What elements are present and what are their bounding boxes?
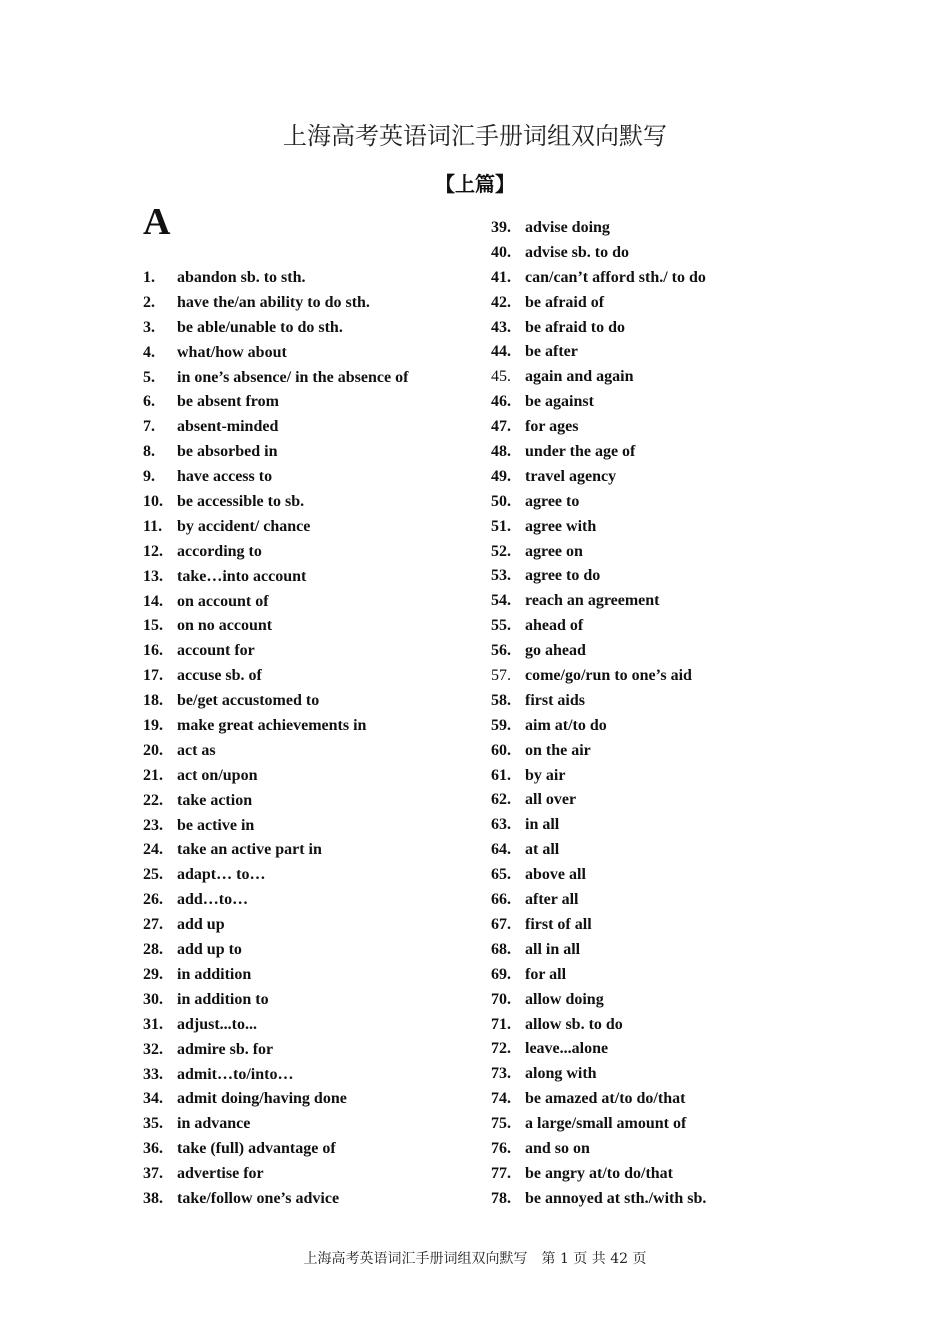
phrase-number: 53. — [491, 567, 511, 585]
phrase-number: 36. — [143, 1140, 163, 1158]
phrase-item — [143, 863, 473, 888]
phrase-item — [143, 913, 473, 938]
phrase-item — [491, 589, 831, 614]
phrase-item — [143, 490, 473, 515]
phrase-number: 23. — [143, 816, 163, 834]
phrase-text: admit…to/into… — [177, 1065, 294, 1083]
phrase-item — [143, 814, 473, 839]
phrase-item — [491, 415, 831, 440]
phrase-item — [143, 341, 473, 366]
phrase-text: take an active part in — [177, 841, 322, 859]
phrase-number: 34. — [143, 1090, 163, 1108]
phrase-text: a large/small amount of — [525, 1115, 687, 1133]
phrase-number: 66. — [491, 891, 511, 909]
phrase-text: agree with — [525, 517, 597, 535]
phrase-item — [143, 1087, 473, 1112]
phrase-number: 72. — [491, 1040, 511, 1058]
phrase-text: allow sb. to do — [525, 1015, 623, 1033]
phrase-item — [491, 365, 831, 390]
phrase-item — [491, 1087, 831, 1112]
phrase-number: 52. — [491, 542, 511, 560]
phrase-item — [491, 1187, 831, 1212]
phrase-text: for ages — [525, 418, 579, 436]
phrase-item — [491, 664, 831, 689]
phrase-item — [491, 465, 831, 490]
phrase-item — [143, 440, 473, 465]
phrase-text: make great achievements in — [177, 717, 367, 735]
phrase-text: be active in — [177, 816, 255, 834]
phrase-number: 22. — [143, 791, 163, 809]
phrase-number: 73. — [491, 1065, 511, 1083]
page-title: 上海高考英语词汇手册词组双向默写 — [283, 122, 667, 150]
phrase-number: 19. — [143, 717, 163, 735]
phrase-number: 57. — [491, 667, 511, 685]
phrase-text: be absent from — [177, 393, 279, 411]
phrase-number: 56. — [491, 642, 511, 660]
phrase-item — [491, 739, 831, 764]
phrase-item — [143, 1162, 473, 1187]
phrase-number: 6. — [143, 393, 155, 411]
phrase-text: be angry at/to do/that — [525, 1164, 673, 1182]
phrase-text: admire sb. for — [177, 1040, 274, 1058]
phrase-number: 17. — [143, 667, 163, 685]
phrase-number: 8. — [143, 443, 155, 461]
phrase-item — [143, 1013, 473, 1038]
phrase-item — [491, 988, 831, 1013]
phrase-text: act as — [177, 741, 216, 759]
phrase-number: 67. — [491, 915, 511, 933]
phrase-number: 20. — [143, 741, 163, 759]
phrase-text: agree to — [525, 492, 580, 510]
phrase-number: 33. — [143, 1065, 163, 1083]
phrase-number: 28. — [143, 941, 163, 959]
phrase-number: 12. — [143, 542, 163, 560]
phrase-text: advertise for — [177, 1165, 264, 1183]
phrase-item — [143, 415, 473, 440]
phrase-item — [491, 1037, 831, 1062]
right-phrase-column — [491, 216, 831, 1212]
phrase-item — [491, 316, 831, 341]
phrase-text: be absorbed in — [177, 443, 278, 461]
phrase-item — [491, 639, 831, 664]
phrase-item — [491, 1112, 831, 1137]
phrase-item — [143, 963, 473, 988]
phrase-item — [491, 764, 831, 789]
phrase-text: again and again — [525, 368, 634, 386]
phrase-number: 44. — [491, 343, 511, 361]
phrase-text: be annoyed at sth./with sb. — [525, 1189, 707, 1207]
phrase-number: 55. — [491, 617, 511, 635]
phrase-number: 5. — [143, 368, 155, 386]
phrase-number: 43. — [491, 318, 511, 336]
phrase-item — [143, 1038, 473, 1063]
phrase-text: aim at/to do — [525, 716, 607, 734]
section-letter: A — [143, 201, 171, 243]
phrase-text: by air — [525, 766, 566, 784]
phrase-text: according to — [177, 542, 262, 560]
phrase-number: 32. — [143, 1040, 163, 1058]
phrase-item — [143, 266, 473, 291]
phrase-text: add…to… — [177, 891, 249, 909]
phrase-item — [491, 540, 831, 565]
phrase-number: 39. — [491, 219, 511, 236]
phrase-item — [491, 390, 831, 415]
phrase-text: in addition to — [177, 990, 269, 1008]
phrase-number: 74. — [491, 1090, 511, 1108]
phrase-number: 51. — [491, 517, 511, 535]
phrase-number: 76. — [491, 1139, 511, 1157]
phrase-number: 69. — [491, 965, 511, 983]
phrase-text: above all — [525, 866, 586, 884]
phrase-text: be accessible to sb. — [177, 493, 305, 511]
phrase-item — [143, 838, 473, 863]
phrase-number: 63. — [491, 816, 511, 834]
phrase-item — [491, 1013, 831, 1038]
phrase-item — [143, 764, 473, 789]
phrase-item — [143, 714, 473, 739]
phrase-text: abandon sb. to sth. — [177, 269, 306, 286]
phrase-item — [491, 266, 831, 291]
phrase-number: 62. — [491, 791, 511, 809]
phrase-item — [143, 888, 473, 913]
phrase-item — [143, 639, 473, 664]
phrase-text: adapt… to… — [177, 866, 266, 884]
phrase-text: be afraid to do — [525, 318, 625, 336]
phrase-text: add up to — [177, 941, 242, 959]
phrase-text: be/get accustomed to — [177, 692, 320, 710]
phrase-text: take/follow one’s advice — [177, 1189, 340, 1207]
phrase-text: what/how about — [177, 343, 287, 361]
phrase-number: 48. — [491, 443, 511, 461]
phrase-item — [143, 664, 473, 689]
phrase-text: have access to — [177, 468, 273, 486]
phrase-number: 31. — [143, 1015, 163, 1033]
phrase-text: be afraid of — [525, 293, 605, 311]
phrase-text: after all — [525, 891, 579, 909]
phrase-number: 38. — [143, 1189, 163, 1207]
phrase-number: 68. — [491, 940, 511, 958]
phrase-item — [491, 913, 831, 938]
phrase-item — [491, 490, 831, 515]
phrase-number: 41. — [491, 268, 511, 286]
phrase-number: 14. — [143, 592, 163, 610]
phrase-number: 2. — [143, 293, 155, 311]
phrase-text: be against — [525, 393, 594, 411]
phrase-text: have the/an ability to do sth. — [177, 293, 370, 311]
phrase-item — [143, 689, 473, 714]
phrase-item — [491, 813, 831, 838]
phrase-text: account for — [177, 642, 255, 660]
phrase-text: reach an agreement — [525, 592, 660, 610]
phrase-number: 65. — [491, 866, 511, 884]
phrase-number: 58. — [491, 691, 511, 709]
phrase-item — [143, 1063, 473, 1088]
phrase-text: be amazed at/to do/that — [525, 1090, 686, 1108]
phrase-item — [491, 788, 831, 813]
phrase-number: 61. — [491, 766, 511, 784]
phrase-item — [143, 789, 473, 814]
phrase-text: all in all — [525, 940, 581, 958]
phrase-text: in one’s absence/ in the absence of — [177, 368, 409, 386]
phrase-text: add up — [177, 916, 225, 934]
phrase-item — [143, 614, 473, 639]
phrase-text: can/can’t afford sth./ to do — [525, 268, 706, 286]
phrase-number: 25. — [143, 866, 163, 884]
phrase-number: 11. — [143, 517, 163, 535]
phrase-item — [143, 1112, 473, 1137]
phrase-number: 71. — [491, 1015, 511, 1033]
phrase-number: 77. — [491, 1164, 511, 1182]
phrase-text: ahead of — [525, 617, 584, 635]
phrase-number: 24. — [143, 841, 163, 859]
phrase-item — [491, 340, 831, 365]
phrase-number: 64. — [491, 841, 511, 859]
phrase-number: 21. — [143, 766, 163, 784]
phrase-text: advise doing — [525, 219, 610, 236]
phrase-number: 37. — [143, 1165, 163, 1183]
phrase-number: 3. — [143, 318, 155, 336]
phrase-number: 45. — [491, 368, 511, 386]
phrase-item — [143, 366, 473, 391]
phrase-text: in all — [525, 816, 560, 834]
phrase-item — [491, 440, 831, 465]
phrase-item — [491, 838, 831, 863]
phrase-number: 78. — [491, 1189, 511, 1207]
phrase-item — [491, 291, 831, 316]
phrase-text: along with — [525, 1065, 597, 1083]
phrase-number: 1. — [143, 269, 155, 286]
phrase-text: first of all — [525, 915, 592, 933]
phrase-number: 42. — [491, 293, 511, 311]
phrase-text: advise sb. to do — [525, 243, 630, 261]
phrase-item — [143, 739, 473, 764]
phrase-item — [143, 390, 473, 415]
phrase-number: 35. — [143, 1115, 163, 1133]
phrase-number: 54. — [491, 592, 511, 610]
phrase-item — [143, 515, 473, 540]
phrase-number: 26. — [143, 891, 163, 909]
phrase-number: 60. — [491, 741, 511, 759]
phrase-text: for all — [525, 965, 567, 983]
phrase-text: agree on — [525, 542, 583, 560]
phrase-item — [491, 689, 831, 714]
phrase-number: 40. — [491, 243, 511, 261]
phrase-text: take action — [177, 791, 253, 809]
phrase-text: on the air — [525, 741, 591, 759]
phrase-number: 7. — [143, 418, 155, 436]
phrase-item — [491, 216, 831, 241]
phrase-number: 10. — [143, 493, 163, 511]
phrase-text: act on/upon — [177, 766, 258, 784]
phrase-item — [143, 938, 473, 963]
phrase-item — [143, 988, 473, 1013]
phrase-text: go ahead — [525, 642, 586, 660]
phrase-number: 46. — [491, 393, 511, 411]
phrase-text: in addition — [177, 965, 252, 983]
phrase-item — [143, 465, 473, 490]
phrase-item — [143, 540, 473, 565]
phrase-number: 30. — [143, 990, 163, 1008]
phrase-item — [143, 316, 473, 341]
phrase-text: leave...alone — [525, 1040, 609, 1058]
phrase-item — [491, 714, 831, 739]
section-subtitle: 【上篇】 — [435, 172, 515, 196]
phrase-item — [143, 1187, 473, 1212]
phrase-number: 50. — [491, 492, 511, 510]
phrase-number: 27. — [143, 916, 163, 934]
phrase-number: 29. — [143, 965, 163, 983]
phrase-item — [143, 1137, 473, 1162]
phrase-item — [491, 1062, 831, 1087]
phrase-number: 75. — [491, 1115, 511, 1133]
phrase-number: 70. — [491, 990, 511, 1008]
phrase-number: 4. — [143, 343, 155, 361]
phrase-text: and so on — [525, 1139, 590, 1157]
phrase-text: allow doing — [525, 990, 604, 1008]
phrase-number: 15. — [143, 617, 163, 635]
phrase-item — [491, 888, 831, 913]
phrase-text: be able/unable to do sth. — [177, 318, 343, 336]
phrase-text: accuse sb. of — [177, 667, 262, 685]
phrase-number: 49. — [491, 467, 511, 485]
phrase-item — [491, 863, 831, 888]
phrase-item — [491, 241, 831, 266]
phrase-text: under the age of — [525, 443, 636, 461]
phrase-item — [491, 938, 831, 963]
phrase-item — [491, 515, 831, 540]
phrase-text: admit doing/having done — [177, 1090, 347, 1108]
page-footer: 上海高考英语词汇手册词组双向默写 第 1 页 共 42 页 — [303, 1251, 647, 1267]
phrase-text: on no account — [177, 617, 273, 635]
phrase-item — [491, 1162, 831, 1187]
phrase-text: on account of — [177, 592, 269, 610]
phrase-item — [491, 614, 831, 639]
phrase-number: 9. — [143, 468, 155, 486]
phrase-number: 16. — [143, 642, 163, 660]
phrase-text: be after — [525, 343, 578, 361]
phrase-number: 59. — [491, 716, 511, 734]
phrase-text: come/go/run to one’s aid — [525, 667, 692, 685]
phrase-number: 13. — [143, 567, 163, 585]
left-phrase-column — [143, 266, 473, 1212]
phrase-number: 47. — [491, 418, 511, 436]
phrase-item — [491, 564, 831, 589]
phrase-item — [143, 565, 473, 590]
phrase-text: at all — [525, 841, 560, 859]
phrase-text: absent-minded — [177, 418, 279, 436]
phrase-text: first aids — [525, 691, 585, 709]
phrase-text: by accident/ chance — [177, 517, 311, 535]
phrase-text: adjust...to... — [177, 1015, 258, 1033]
phrase-text: agree to do — [525, 567, 601, 585]
phrase-number: 18. — [143, 692, 163, 710]
phrase-text: travel agency — [525, 467, 617, 485]
phrase-item — [491, 1137, 831, 1162]
phrase-text: all over — [525, 791, 577, 809]
phrase-item — [143, 291, 473, 316]
phrase-text: take (full) advantage of — [177, 1140, 336, 1158]
phrase-text: take…into account — [177, 567, 307, 585]
phrase-text: in advance — [177, 1115, 251, 1133]
phrase-item — [143, 590, 473, 615]
phrase-item — [491, 963, 831, 988]
